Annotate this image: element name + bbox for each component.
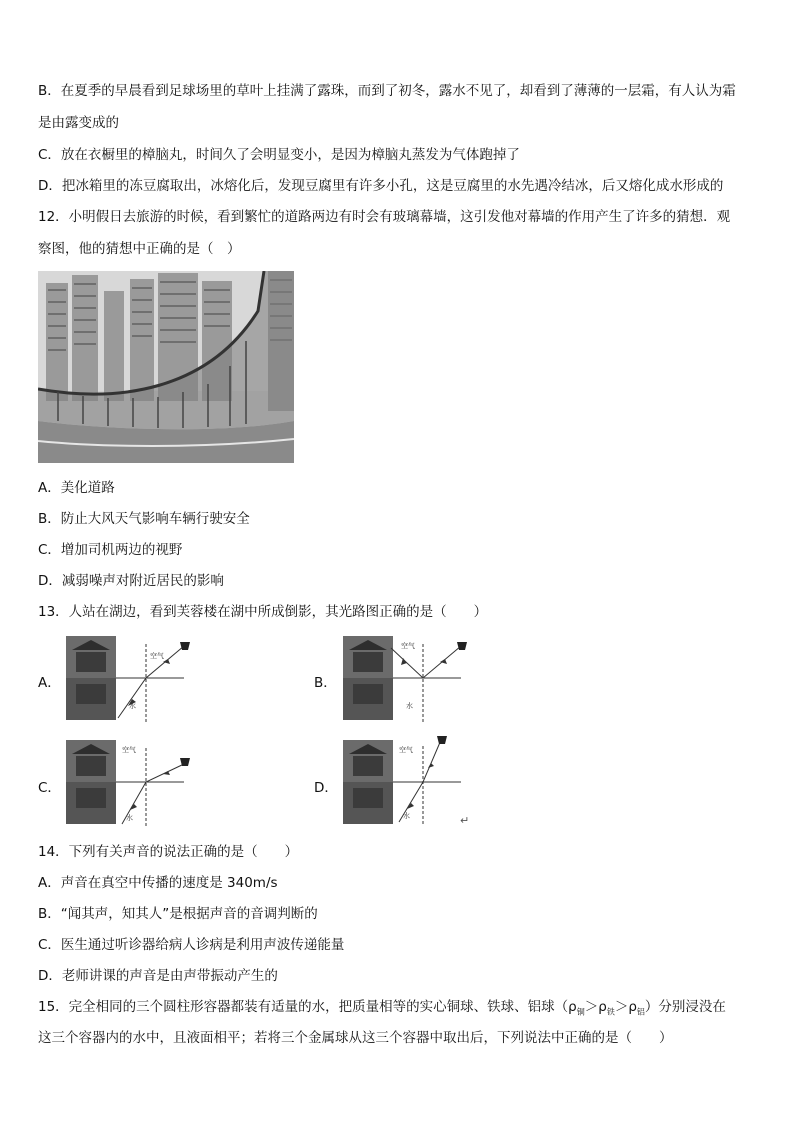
q12-option-a: A．美化道路 — [38, 480, 115, 496]
q13-c-water-label: 水 — [126, 814, 133, 822]
q11-option-c: C．放在衣橱里的樟脑丸，时间久了会明显变小，是因为樟脑丸蒸发为气体跑掉了 — [38, 147, 520, 163]
q12-option-c: C．增加司机两边的视野 — [38, 542, 183, 558]
q13-option-c-label: C． — [38, 780, 61, 796]
q14-option-a: A．声音在真空中传播的速度是 340m/s — [38, 875, 278, 891]
q13-a-water-label: 水 — [129, 702, 136, 710]
q13-d-air-label: 空气 — [399, 746, 413, 754]
q13-c-air-label: 空气 — [122, 746, 136, 754]
return-mark: ↵ — [460, 814, 470, 827]
q12-option-b: B．防止大风天气影响车辆行驶安全 — [38, 511, 250, 527]
q11-option-d: D．把冰箱里的冻豆腐取出，冰熔化后，发现豆腐里有许多小孔，这是豆腐里的水先遇冷结冰，后又熔化成水形成的 — [38, 178, 724, 194]
q11-option-b-line1: B．在夏季的早晨看到足球场里的草叶上挂满了露珠，而到了初冬，露水不见了，却看到了薄薄的一层霜，有人认为霜 — [38, 83, 736, 99]
q15-line1-start: 15．完全相同的三个圆柱形容器都装有适量的水，把质量相等的实心铜球、铁球、铝球（ρ — [38, 999, 577, 1015]
q14-option-c: C．医生通过听诊器给病人诊病是利用声波传递能量 — [38, 937, 345, 953]
q12-stem-line2: 察图，他的猜想中正确的是（ ） — [38, 241, 241, 257]
q13-option-b-diagram — [343, 636, 483, 726]
q14-option-d: D．老师讲课的声音是由声带振动产生的 — [38, 968, 278, 984]
q15-gt1: ＞ρ — [584, 999, 607, 1015]
q13-option-d-label: D． — [314, 780, 338, 796]
q13-option-b-label: B． — [314, 675, 337, 691]
q15-sub-copper: 铜 — [576, 1007, 585, 1017]
q13-stem: 13．人站在湖边，看到芙蓉楼在湖中所成倒影，其光路图正确的是（ ） — [38, 604, 488, 620]
q13-option-a-label: A． — [38, 675, 61, 691]
q15-line1-end: ）分别浸没在 — [644, 999, 726, 1015]
q13-option-d-diagram — [343, 736, 483, 826]
q15-gt2: ＞ρ — [614, 999, 637, 1015]
q14-option-b: B．“闻其声，知其人”是根据声音的音调判断的 — [38, 906, 318, 922]
q12-option-d: D．减弱噪声对附近居民的影响 — [38, 573, 224, 589]
q15-stem-line1 — [38, 998, 726, 1022]
q15-sub-iron: 铁 — [606, 1007, 615, 1017]
q14-stem: 14．下列有关声音的说法正确的是（ ） — [38, 844, 299, 860]
q15-stem-line2: 这三个容器内的水中，且液面相平；若将三个金属球从这三个容器中取出后，下列说法中正确的是（ ） — [38, 1030, 673, 1046]
q13-b-water-label: 水 — [406, 702, 413, 710]
q13-option-c-diagram — [66, 740, 206, 830]
q15-sub-aluminum: 铝 — [636, 1007, 645, 1017]
q13-option-a-diagram — [66, 636, 206, 726]
q12-stem-line1: 12．小明假日去旅游的时候，看到繁忙的道路两边有时会有玻璃幕墙，这引发他对幕墙的作用产生了许多的猜想．观 — [38, 209, 731, 225]
q13-d-water-label: 水 — [403, 812, 410, 820]
q13-b-air-label: 空气 — [401, 642, 415, 650]
q13-a-air-label: 空气 — [150, 652, 164, 660]
glass-curtain-wall-photo — [38, 271, 294, 463]
q11-option-b-line2: 是由露变成的 — [38, 115, 119, 131]
